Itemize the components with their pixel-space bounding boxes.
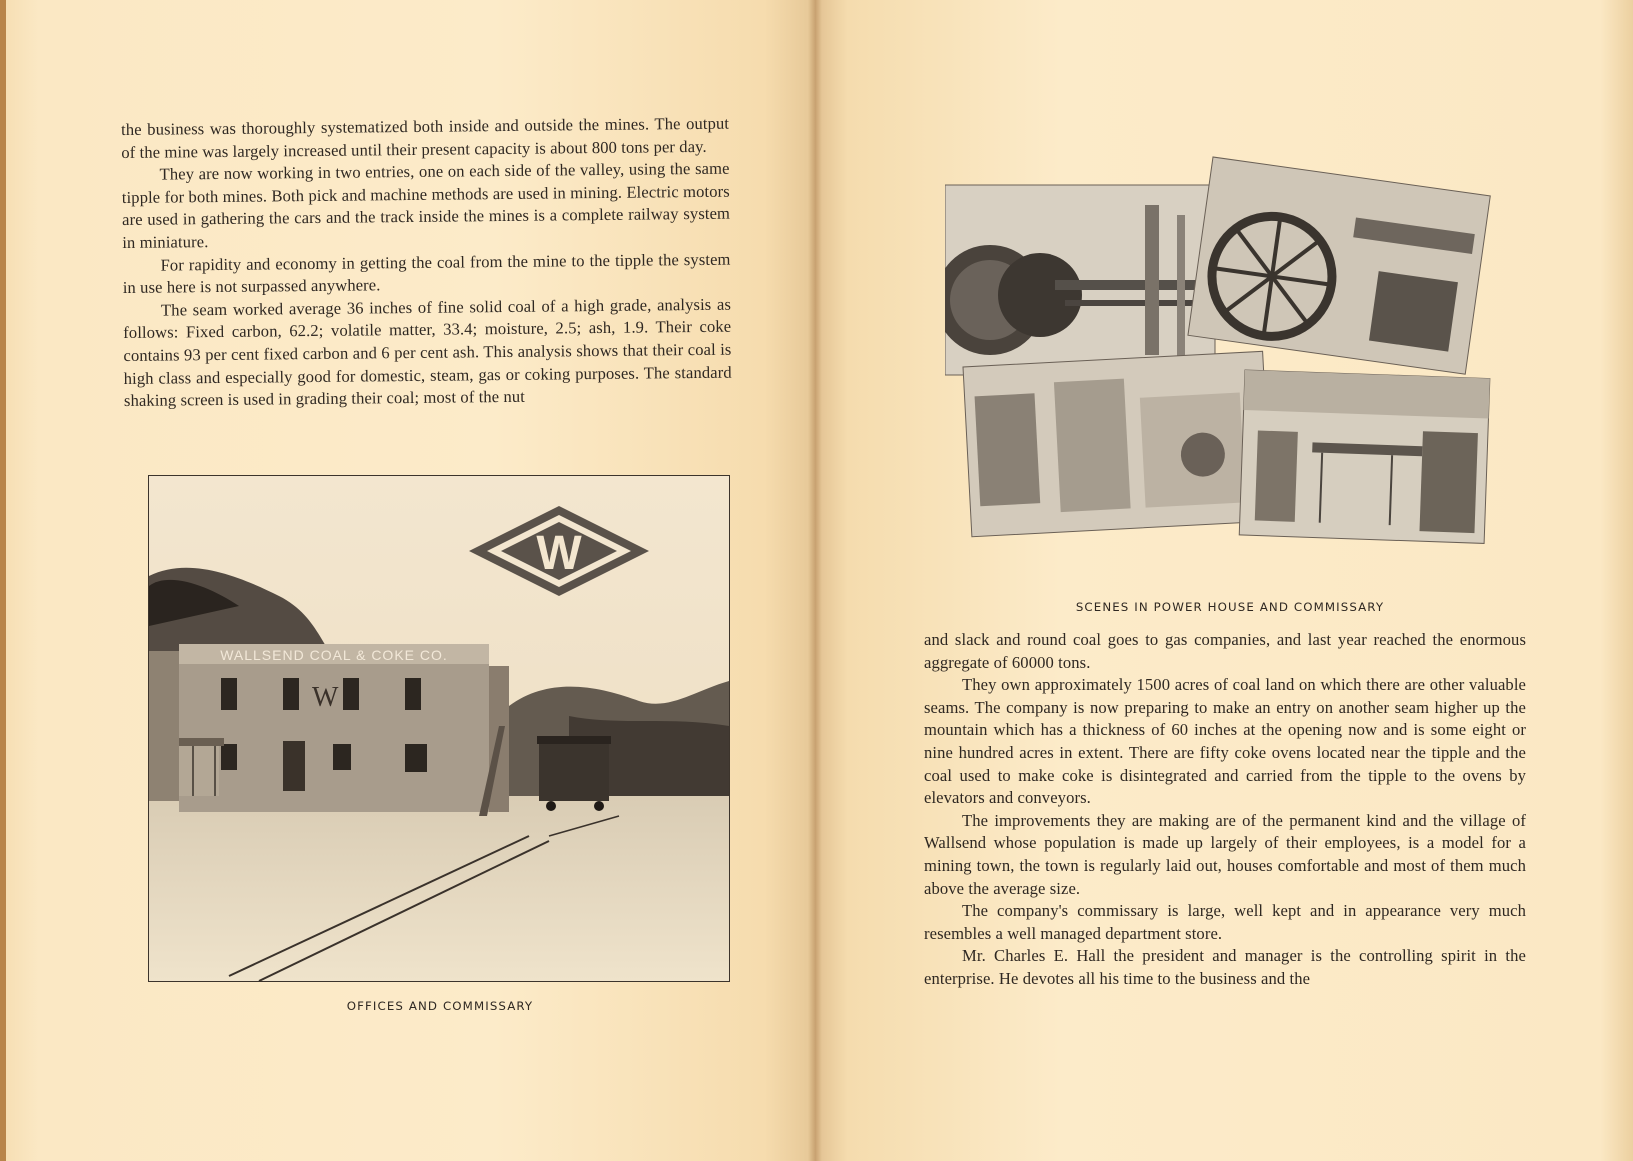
collage-illustration (945, 155, 1505, 575)
building-sign: WALLSEND COAL & COKE CO. (220, 647, 448, 663)
offices-photo-illustration (149, 476, 729, 981)
paragraph: They own approximately 1500 acres of coal land on which there are other valuable seams. The company is now preparing to make an entry on another seam higher up the mountain which has a thickness of 60 inches at the opening now and is some eight or nine hundred acres in extent. There are fifty coke ovens located near the tipple and the coal used to make coke is disintegrated and carried from the tipple to the ovens by elevators and conveyors. (924, 675, 1526, 808)
right-page-text (924, 629, 1526, 991)
paragraph: The seam worked average 36 inches of fine solid coal of a high grade, analysis as follows: Fixed carbon, 62.2; volatile matter, 33.4; moisture, 2.5; ash, 1.9. Their coke contains 93 per cent fixed carbon and 6 per cent ash. This analysis shows that their coal is high class and especially good for domestic, steam, gas or coking purposes. The standard shaking screen is used in grading their coal; most of the nut (123, 294, 732, 411)
offices-caption: OFFICES AND COMMISSARY (346, 999, 534, 1013)
left-page-text (121, 113, 732, 413)
paragraph: The improvements they are making are of the permanent kind and the village of Wallsend whose population is made up largely of their employees, is a model for a mining town, the town is regularly laid out, houses comfortable and most of them much above the average size. (924, 810, 1526, 898)
building-letter: W (312, 682, 339, 713)
book-gutter (808, 0, 822, 1161)
paragraph: and slack and round coal goes to gas companies, and last year reached the enormous aggregate of 60000 tons. (924, 630, 1526, 672)
paragraph: Mr. Charles E. Hall the president and manager is the controlling spirit in the enterprise. He devotes all his time to the business and the (924, 946, 1526, 988)
power-house-collage (945, 155, 1505, 575)
paragraph: the business was thoroughly systematized both inside and outside the mines. The output of the mine was largely increased until their present capacity is about 800 tons per day. (121, 113, 730, 162)
logo-letter: W (536, 527, 582, 580)
paragraph: They are now working in two entries, one on each side of the valley, using the same tipple for both mines. Both pick and machine methods are used in mining. Electric motors are used in gathering the cars and the track inside the mines is a complete railway system in miniature. (121, 158, 731, 252)
offices-photo (148, 475, 730, 982)
paragraph: The company's commissary is large, well kept and in appearance very much resembles a well managed department store. (924, 901, 1526, 943)
paragraph: For rapidity and economy in getting the coal from the mine to the tipple the system in use here is not surpassed anywhere. (122, 249, 731, 298)
collage-caption: SCENES IN POWER HOUSE AND COMMISSARY (1075, 600, 1385, 614)
